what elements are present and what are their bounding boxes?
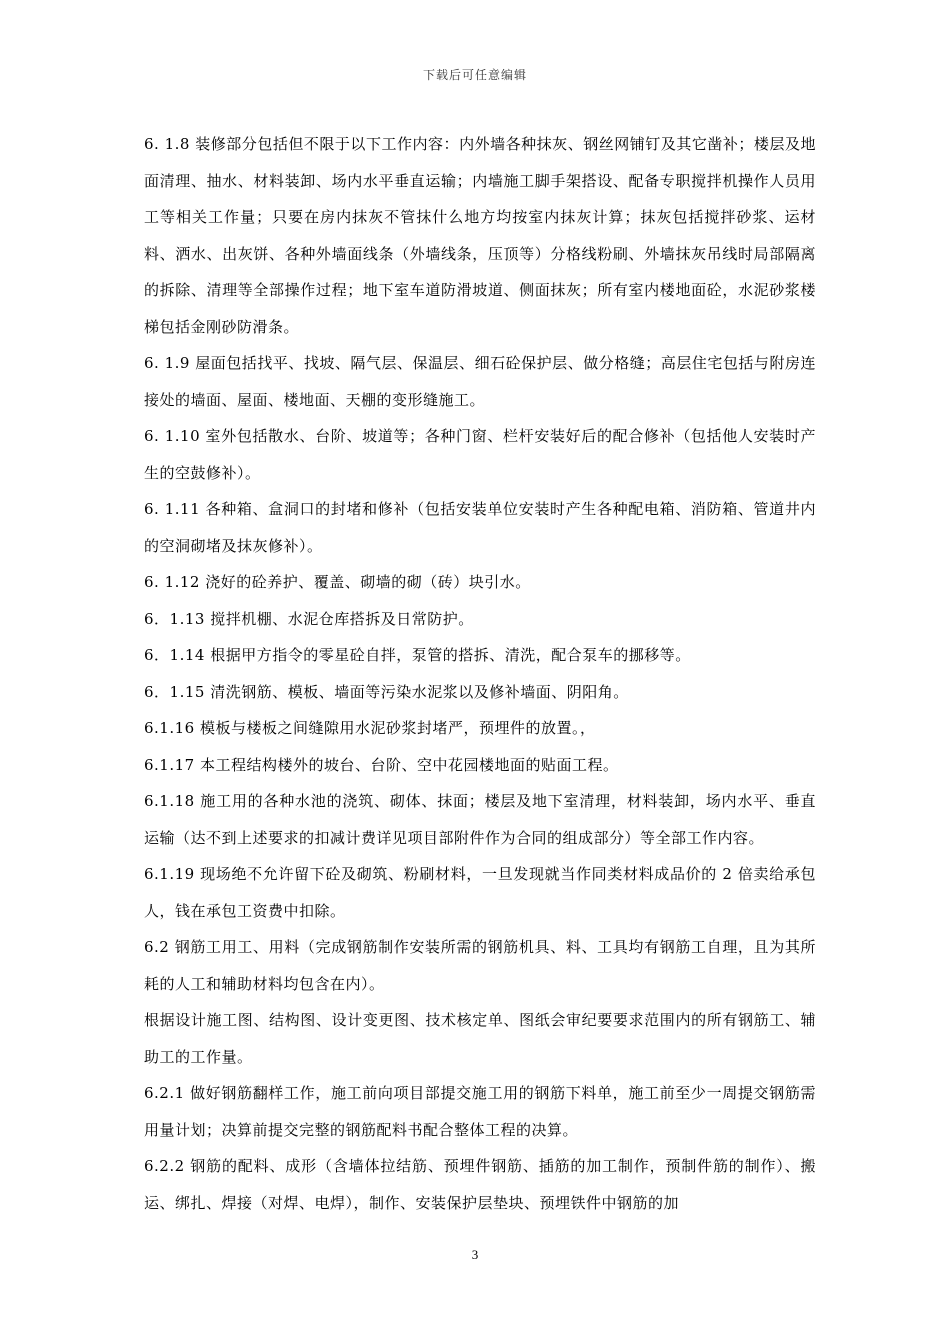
paragraph-6-1-12: 6. 1.12 浇好的砼养护、覆盖、砌墙的砌（砖）块引水。: [144, 573, 531, 591]
paragraph-6-1-17: 6.1.17 本工程结构楼外的坡台、台阶、空中花园楼地面的贴面工程。: [144, 755, 619, 774]
paragraph-6-1-14: 6．1.14 根据甲方指令的零星砼自拌，泵管的搭拆、清洗，配合泵车的挪移等。: [144, 646, 691, 664]
paragraph-6-1-9: 6. 1.9 屋面包括找平、找坡、隔气层、保温层、细石砼保护层、做分格缝；高层住宅包括与附房连接处的墙面、屋面、楼地面、天棚的变形缝施工。: [144, 354, 816, 409]
paragraph-6-2: 6.2 钢筋工用工、用料（完成钢筋制作安装所需的钢筋机具、料、工具均有钢筋工自理，且为其所耗的人工和辅助材料均包含在内）。: [144, 938, 816, 993]
paragraph-6-2-2: 6.2.2 钢筋的配料、成形（含墙体拉结筋、预埋件钢筋、插筋的加工制作，预制件筋的制作）、搬运、绑扎、焊接（对焊、电焊），制作、安装保护层垫块、预埋铁件中钢筋的加: [144, 1157, 816, 1212]
paragraph-6-1-11: 6. 1.11 各种箱、盒洞口的封堵和修补（包括安装单位安装时产生各种配电箱、消防箱、管道井内的空洞砌堵及抹灰修补）。: [144, 500, 816, 555]
paragraph-6-1-13: 6．1.13 搅拌机棚、水泥仓库搭拆及日常防护。: [144, 609, 474, 628]
paragraph-6-1-16: 6.1.16 模板与楼板之间缝隙用水泥砂浆封堵严，预埋件的放置。，: [144, 719, 596, 737]
paragraph-6-1-8: 6. 1.8 装修部分包括但不限于以下工作内容：内外墙各种抹灰、钢丝网铺钉及其它凿补；楼层及地面清理、抽水、材料装卸、场内水平垂直运输；内墙施工脚手架搭设、配备专职搅拌机操作人员用工等相关工作量；只要在房内抹灰不管抹什么地方均按室内抹灰计算；抹灰包括搅拌砂浆、运材料、洒水、出灰饼、各种外墙面线条（外墙线条，压顶等）分格线粉刷、外墙抹灰吊线时局部隔离的拆除、清理等全部操作过程；地下室车道防滑坡道、侧面抹灰；所有室内楼地面砼，水泥砂浆楼梯包括金刚砂防滑条。: [144, 135, 816, 336]
document-body: [144, 126, 816, 1221]
paragraph-6-1-18: 6.1.18 施工用的各种水池的浇筑、砌体、抹面；楼层及地下室清理，材料装卸，场内水平、垂直运输（达不到上述要求的扣减计费详见项目部附件作为合同的组成部分）等全部工作内容。: [144, 792, 816, 847]
page-header: 下载后可任意编辑: [422, 68, 527, 82]
paragraph-6-2-1: 6.2.1 做好钢筋翻样工作，施工前向项目部提交施工用的钢筋下料单，施工前至少一周提交钢筋需用量计划；决算前提交完整的钢筋配料书配合整体工程的决算。: [144, 1084, 816, 1139]
paragraph-6-1-15: 6．1.15 清洗钢筋、模板、墙面等污染水泥浆以及修补墙面、阴阳角。: [144, 682, 629, 701]
paragraph-6-1-10: 6. 1.10 室外包括散水、台阶、坡道等；各种门窗、栏杆安装好后的配合修补（包括他人安装时产生的空鼓修补）。: [144, 427, 816, 482]
paragraph-6-2-scope: 根据设计施工图、结构图、设计变更图、技术核定单、图纸会审纪要要求范围内的所有钢筋工、辅助工的工作量。: [144, 1011, 816, 1066]
page-number: 3: [471, 1247, 479, 1262]
paragraph-6-1-19: 6.1.19 现场绝不允许留下砼及砌筑、粉刷材料，一旦发现就当作同类材料成品价的 2 倍卖给承包人，钱在承包工资费中扣除。: [144, 865, 816, 920]
